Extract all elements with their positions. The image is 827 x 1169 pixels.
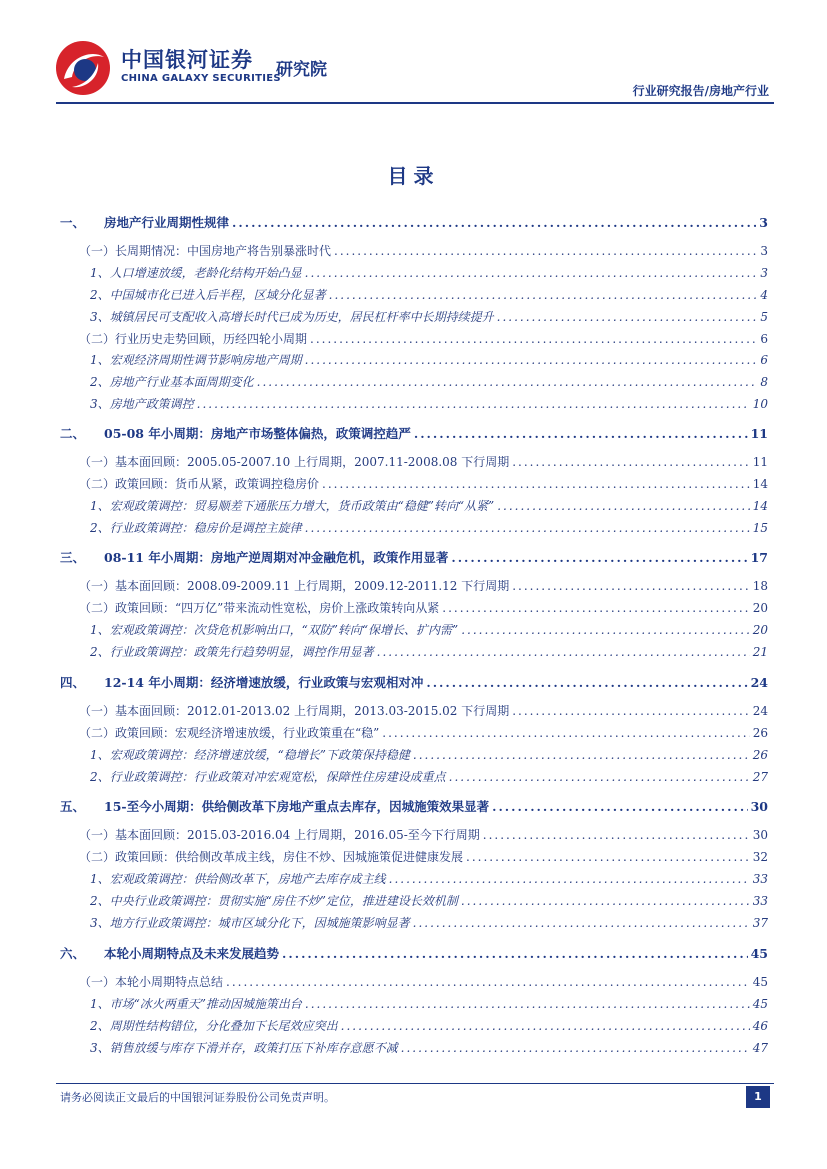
- toc-page-number: 6: [760, 332, 768, 346]
- toc-page-number: 5: [760, 310, 768, 324]
- toc-entry-title: 2、中国城市化已进入后半程，区域分化显著: [90, 288, 326, 302]
- galaxy-logo-icon: [54, 39, 112, 97]
- toc-dot-leader: [329, 288, 758, 302]
- toc-entry-title: 1、宏观政策调控：经济增速放缓，“稳增长”下政策保持稳健: [90, 748, 410, 762]
- toc-item-entry[interactable]: [90, 746, 768, 763]
- toc-page-number: 17: [750, 550, 768, 565]
- toc-page-number: 27: [752, 770, 768, 784]
- toc-entry-title: 3、房地产政策调控: [90, 397, 194, 411]
- toc-section-number: 五、: [60, 799, 86, 814]
- toc-dot-leader: [389, 872, 750, 886]
- toc-dot-leader: [401, 1041, 750, 1055]
- toc-dot-leader: [442, 601, 749, 615]
- toc-dot-leader: [310, 332, 757, 346]
- toc-item-entry[interactable]: [90, 643, 768, 660]
- toc-section-entry[interactable]: [60, 944, 768, 962]
- toc-entry-title: 1、宏观政策调控：次贷危机影响出口，“双防”转向“保增长、扩内需”: [90, 623, 459, 637]
- toc-dot-leader: [466, 850, 750, 864]
- toc-page-number: 26: [752, 726, 768, 740]
- toc-item-entry[interactable]: [90, 1039, 768, 1056]
- toc-entry-title: （二）政策回顾：“四万亿”带来流动性宽松，房价上涨政策转向从紧: [79, 601, 440, 615]
- toc-section-entry[interactable]: [60, 424, 768, 442]
- toc-dot-leader: [426, 675, 747, 690]
- toc-section-number: 四、: [60, 675, 86, 690]
- toc-dot-leader: [197, 397, 750, 411]
- toc-section-entry[interactable]: [60, 213, 768, 231]
- toc-item-entry[interactable]: [90, 395, 768, 412]
- toc-dot-leader: [257, 375, 758, 389]
- toc-dot-leader: [512, 579, 749, 593]
- toc-item-entry[interactable]: [90, 373, 768, 390]
- toc-section-title: 三、 08-11 年小周期：房地产逆周期对冲金融危机，政策作用显著: [60, 550, 449, 565]
- toc-entry-title: 1、市场“冰火两重天”推动因城施策出台: [90, 997, 302, 1011]
- toc-entry-title: （一）基本面回顾：2005.05-2007.10 上行周期，2007.11-2008.08 下行周期: [79, 455, 510, 469]
- page-number: 1: [746, 1086, 770, 1108]
- disclaimer-note: 请务必阅读正文最后的中国银河证券股份公司免责声明。: [60, 1091, 335, 1104]
- toc-section-entry[interactable]: [60, 673, 768, 691]
- toc-subsection-entry[interactable]: [79, 702, 768, 719]
- toc-section-entry[interactable]: [60, 548, 768, 566]
- toc-item-entry[interactable]: [90, 497, 768, 514]
- toc-section-number: 三、: [60, 550, 86, 565]
- toc-item-entry[interactable]: [90, 519, 768, 536]
- toc-entry-title: 1、宏观政策调控：贸易顺差下通胀压力增大，货币政策由“稳健”转向“从紧”: [90, 499, 495, 513]
- toc-section-title: 四、 12-14 年小周期：经济增速放缓，行业政策与宏观相对冲: [60, 675, 424, 690]
- toc-subsection-entry[interactable]: [79, 848, 768, 865]
- toc-dot-leader: [449, 770, 750, 784]
- toc-item-entry[interactable]: [90, 1017, 768, 1034]
- toc-dot-leader: [334, 244, 757, 258]
- toc-page-number: 24: [752, 704, 768, 718]
- toc-subsection-entry[interactable]: [79, 724, 768, 741]
- toc-subsection-entry[interactable]: [79, 973, 768, 990]
- toc-page-number: 33: [752, 894, 768, 908]
- toc-page-number: 20: [752, 623, 768, 637]
- toc-entry-title: （一）基本面回顾：2008.09-2009.11 上行周期，2009.12-2011.12 下行周期: [79, 579, 510, 593]
- toc-page-number: 24: [750, 675, 768, 690]
- toc-dot-leader: [305, 353, 758, 367]
- toc-section-number: 二、: [60, 426, 86, 441]
- toc-item-entry[interactable]: [90, 264, 768, 281]
- toc-dot-leader: [322, 477, 750, 491]
- brand-institute: 研究院: [276, 60, 327, 80]
- toc-page-number: 45: [752, 997, 768, 1011]
- toc-page-number: 18: [752, 579, 768, 593]
- toc-dot-leader: [483, 828, 750, 842]
- toc-subsection-entry[interactable]: [79, 599, 768, 616]
- toc-item-entry[interactable]: [90, 351, 768, 368]
- toc-section-number: 六、: [60, 946, 86, 961]
- toc-dot-leader: [382, 726, 749, 740]
- toc-entry-title: （一）长周期情况：中国房地产将告别暴涨时代: [79, 244, 332, 258]
- toc-entry-title: （二）行业历史走势回顾，历经四轮小周期: [79, 332, 308, 346]
- toc-page-number: 33: [752, 872, 768, 886]
- toc-entry-title: 2、周期性结构错位，分化叠加下长尾效应突出: [90, 1019, 338, 1033]
- toc-entry-title: （二）政策回顾：宏观经济增速放缓，行业政策重在“稳”: [79, 726, 380, 740]
- toc-section-title: 一、 房地产行业周期性规律: [60, 215, 230, 230]
- toc-section-title: 六、 本轮小周期特点及未来发展趋势: [60, 946, 280, 961]
- toc-dot-leader: [451, 550, 747, 565]
- toc-subsection-entry[interactable]: [79, 826, 768, 843]
- toc-page-number: 26: [752, 748, 768, 762]
- toc-dot-leader: [413, 916, 750, 930]
- toc-entry-title: 2、行业政策调控：政策先行趋势明显，调控作用显著: [90, 645, 374, 659]
- toc-entry-title: 3、地方行业政策调控：城市区域分化下，因城施策影响显著: [90, 916, 410, 930]
- toc-dot-leader: [512, 455, 749, 469]
- toc-dot-leader: [497, 310, 758, 324]
- toc-entry-title: 2、行业政策调控：行业政策对冲宏观宽松，保障性住房建设成重点: [90, 770, 446, 784]
- toc-page-number: 6: [760, 353, 768, 367]
- toc-dot-leader: [413, 748, 750, 762]
- toc-page-number: 11: [752, 455, 768, 469]
- toc-entry-title: 2、房地产行业基本面周期变化: [90, 375, 254, 389]
- toc-section-title: 二、 05-08 年小周期：房地产市场整体偏热，政策调控趋严: [60, 426, 411, 441]
- toc-dot-leader: [512, 704, 749, 718]
- toc-page-number: 3: [760, 244, 768, 258]
- toc-dot-leader: [377, 645, 750, 659]
- toc-entry-title: 1、宏观经济周期性调节影响房地产周期: [90, 353, 302, 367]
- brand-name-cn: 中国银河证券: [121, 48, 253, 72]
- report-type-label: 行业研究报告/房地产行业: [632, 84, 769, 98]
- toc-page-number: 21: [752, 645, 768, 659]
- toc-item-entry[interactable]: [90, 995, 768, 1012]
- toc-page-number: 47: [752, 1041, 768, 1055]
- toc-entry-title: 2、行业政策调控：稳房价是调控主旋律: [90, 521, 302, 535]
- toc-subsection-entry[interactable]: [79, 453, 768, 470]
- toc-dot-leader: [497, 499, 750, 513]
- toc-page-number: 3: [759, 215, 768, 230]
- page-header: [0, 0, 827, 104]
- toc-page-number: 4: [760, 288, 768, 302]
- toc-title: 目录: [387, 164, 440, 188]
- toc-page-number: 30: [752, 828, 768, 842]
- toc-dot-leader: [414, 426, 748, 441]
- toc-item-entry[interactable]: [90, 286, 768, 303]
- toc-dot-leader: [305, 266, 758, 280]
- toc-entry-title: （一）本轮小周期特点总结: [79, 975, 224, 989]
- toc-page-number: 10: [752, 397, 768, 411]
- toc-dot-leader: [492, 799, 748, 814]
- toc-page-number: 32: [752, 850, 768, 864]
- toc-page-number: 14: [752, 499, 768, 513]
- toc-page-number: 45: [752, 975, 768, 989]
- toc-entry-title: 2、中央行业政策调控：贯彻实施“房住不炒”定位，推进建设长效机制: [90, 894, 458, 908]
- toc-dot-leader: [461, 623, 750, 637]
- brand-name-en: CHINA GALAXY SECURITIES: [121, 73, 281, 84]
- toc-subsection-entry[interactable]: [79, 577, 768, 594]
- toc-subsection-entry[interactable]: [79, 242, 768, 259]
- toc-page-number: 11: [750, 426, 768, 441]
- toc-page-number: 8: [760, 375, 768, 389]
- toc-page-number: 46: [752, 1019, 768, 1033]
- toc-dot-leader: [232, 215, 756, 230]
- toc-item-entry[interactable]: [90, 308, 768, 325]
- toc-section-number: 一、: [60, 215, 86, 230]
- toc-entry-title: 3、销售放缓与库存下滑并存，政策打压下补库存意愿不减: [90, 1041, 398, 1055]
- toc-dot-leader: [305, 997, 750, 1011]
- toc-item-entry[interactable]: [90, 621, 768, 638]
- toc-entry-title: （一）基本面回顾：2012.01-2013.02 上行周期，2013.03-2015.02 下行周期: [79, 704, 510, 718]
- toc-dot-leader: [341, 1019, 750, 1033]
- toc-entry-title: （二）政策回顾：货币从紧，政策调控稳房价: [79, 477, 320, 491]
- toc-page-number: 30: [750, 799, 768, 814]
- toc-subsection-entry[interactable]: [79, 475, 768, 492]
- toc-page-number: 3: [760, 266, 768, 280]
- toc-page-number: 37: [752, 916, 768, 930]
- toc-item-entry[interactable]: [90, 768, 768, 785]
- toc-item-entry[interactable]: [90, 914, 768, 931]
- toc-page-number: 45: [750, 946, 768, 961]
- footer-divider: [56, 1083, 774, 1084]
- toc-item-entry[interactable]: [90, 892, 768, 909]
- toc-entry-title: （二）政策回顾：供给侧改革成主线，房住不炒、因城施策促进健康发展: [79, 850, 464, 864]
- toc-page-number: 20: [752, 601, 768, 615]
- toc-dot-leader: [461, 894, 750, 908]
- toc-entry-title: 1、人口增速放缓，老龄化结构开始凸显: [90, 266, 302, 280]
- toc-entry-title: （一）基本面回顾：2015.03-2016.04 上行周期，2016.05-至今下行周期: [79, 828, 480, 842]
- toc-item-entry[interactable]: [90, 870, 768, 887]
- toc-section-entry[interactable]: [60, 797, 768, 815]
- toc-page-number: 15: [752, 521, 768, 535]
- toc-section-title: 五、 15-至今小周期：供给侧改革下房地产重点去库存，因城施策效果显著: [60, 799, 490, 814]
- toc-entry-title: 1、宏观政策调控：供给侧改革下，房地产去库存成主线: [90, 872, 386, 886]
- toc-entry-title: 3、城镇居民可支配收入高增长时代已成为历史，居民杠杆率中长期持续提升: [90, 310, 494, 324]
- toc-subsection-entry[interactable]: [79, 330, 768, 347]
- toc-dot-leader: [305, 521, 750, 535]
- toc-dot-leader: [282, 946, 748, 961]
- toc-page-number: 14: [752, 477, 768, 491]
- toc-dot-leader: [226, 975, 750, 989]
- header-divider: [56, 102, 774, 104]
